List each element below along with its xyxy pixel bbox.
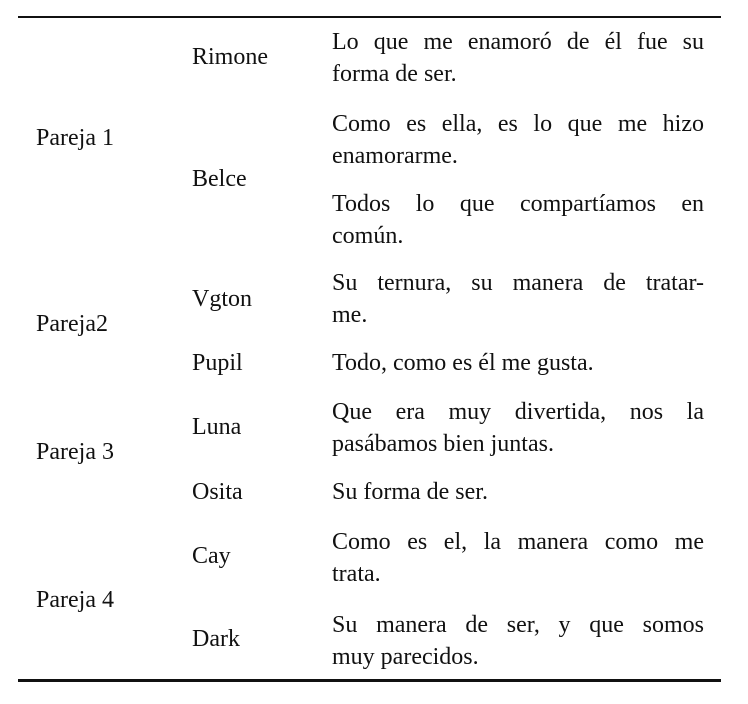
response-line: enamorarme. xyxy=(332,143,458,169)
response-line: forma de ser. xyxy=(332,61,457,87)
response-line: trata. xyxy=(332,561,381,587)
response-text xyxy=(332,188,704,252)
couple-label: Pareja 4 xyxy=(36,587,114,613)
person-name: Luna xyxy=(192,414,242,440)
person-name: Pupil xyxy=(192,350,243,376)
response-text xyxy=(332,476,704,508)
couple-label: Pareja 3 xyxy=(36,439,114,465)
response-line: Como es ella, es lo que me hizo xyxy=(332,111,704,137)
response-line: Su forma de ser. xyxy=(332,479,488,505)
response-line: muy parecidos. xyxy=(332,644,479,670)
person-name: Vgton xyxy=(192,286,252,312)
response-text xyxy=(332,267,704,331)
response-text xyxy=(332,396,704,460)
person-name: Cay xyxy=(192,543,231,569)
response-line: Lo que me enamoró de él fue su xyxy=(332,29,704,55)
response-line: Todos lo que compartíamos en xyxy=(332,191,704,217)
response-line: me. xyxy=(332,302,368,328)
response-text xyxy=(332,347,704,379)
person-name: Osita xyxy=(192,479,243,505)
couple-label: Pareja 1 xyxy=(36,125,114,151)
person-name: Belce xyxy=(192,166,247,192)
response-text xyxy=(332,108,704,172)
response-line: Su ternura, su manera de tratar- xyxy=(332,270,704,296)
response-line: Su manera de ser, y que somos xyxy=(332,612,704,638)
response-line: Que era muy divertida, nos la xyxy=(332,399,704,425)
response-line: pasábamos bien juntas. xyxy=(332,431,554,457)
response-line: común. xyxy=(332,223,404,249)
response-line: Todo, como es él me gusta. xyxy=(332,350,594,376)
person-name: Rimone xyxy=(192,44,268,70)
response-text xyxy=(332,526,704,590)
table-top-rule xyxy=(18,16,721,18)
couple-label: Pareja2 xyxy=(36,311,108,337)
person-name: Dark xyxy=(192,626,240,652)
response-line: Como es el, la manera como me xyxy=(332,529,704,555)
response-text xyxy=(332,609,704,673)
table-bottom-rule xyxy=(18,679,721,682)
response-text xyxy=(332,26,704,90)
